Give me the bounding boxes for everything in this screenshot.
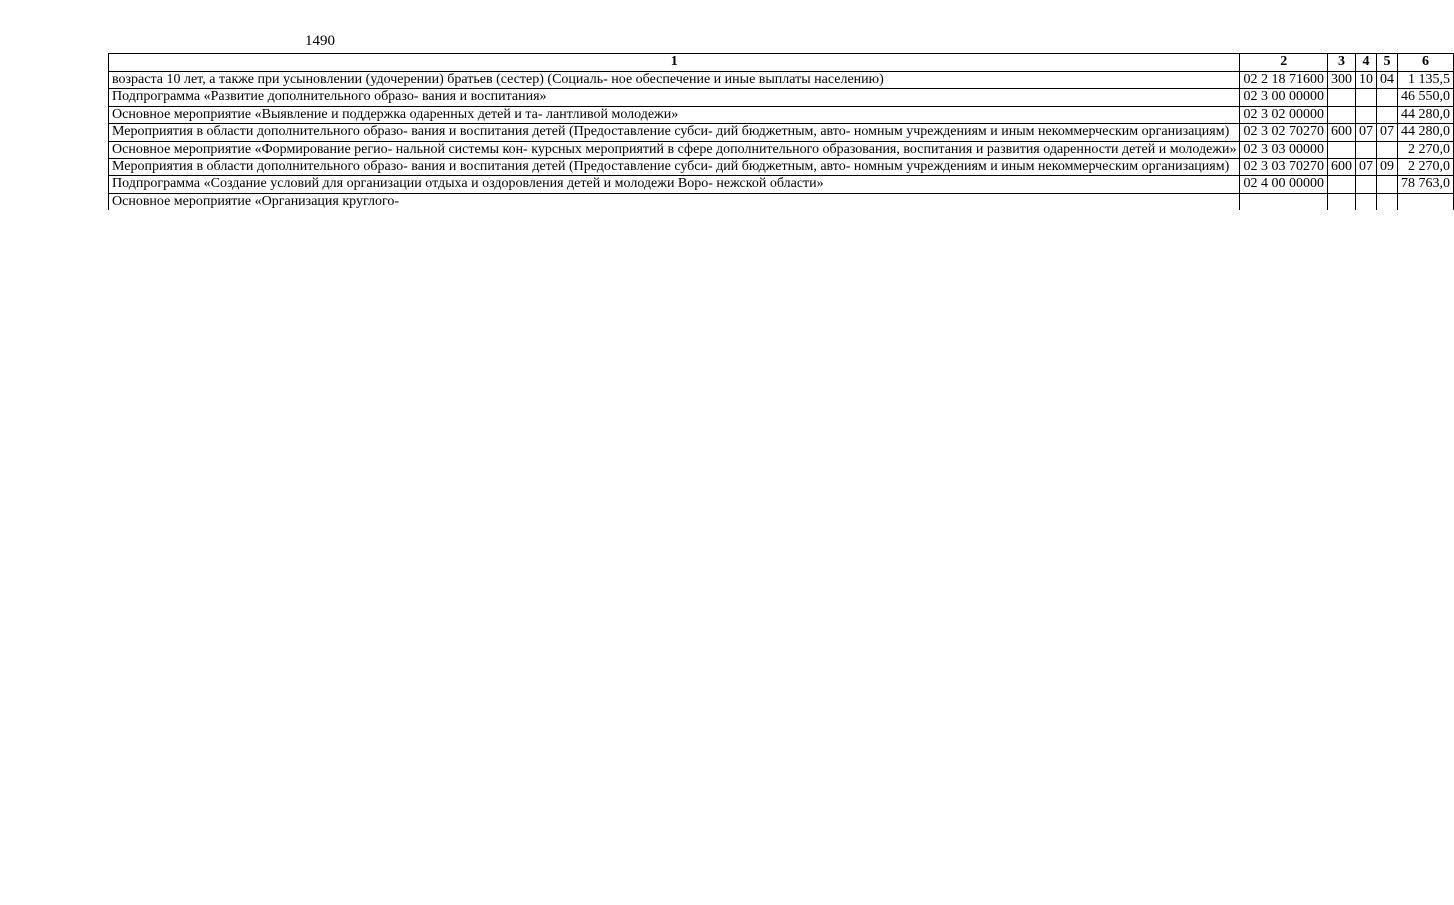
table-row [109, 193, 1454, 210]
row-vr: 300 [1327, 72, 1355, 89]
row-sum: 44 280,0 [1397, 124, 1453, 141]
row-sum: 1 135,5 [1397, 72, 1453, 89]
row-name: Подпрограмма «Развитие дополнительного образо- вания и воспитания» [109, 89, 1240, 106]
row-code: 02 3 00 00000 [1240, 89, 1328, 106]
row-rz [1355, 89, 1376, 106]
row-sum: 2 270,0 [1397, 141, 1453, 158]
budget-table [108, 53, 1454, 210]
row-rz: 07 [1355, 159, 1376, 176]
row-code [1240, 193, 1328, 210]
row-name: Основное мероприятие «Выявление и поддержка одаренных детей и та- лантливой молодежи» [109, 106, 1240, 123]
row-pr: 04 [1376, 72, 1397, 89]
col-header-rz: 4 [1355, 54, 1376, 72]
row-rz [1355, 176, 1376, 193]
row-code: 02 2 18 71600 [1240, 72, 1328, 89]
row-pr: 09 [1376, 159, 1397, 176]
row-rz: 07 [1355, 124, 1376, 141]
col-header-vr: 3 [1327, 54, 1355, 72]
table-row [109, 141, 1454, 158]
row-pr [1376, 193, 1397, 210]
row-rz [1355, 106, 1376, 123]
table-row [109, 89, 1454, 106]
table-row [109, 72, 1454, 89]
row-code: 02 3 02 00000 [1240, 106, 1328, 123]
row-name: Мероприятия в области дополнительного образо- вания и воспитания детей (Предоставление субси- дий бюджетным, авто- номным учреждениям и иным некоммерческим организациям) [109, 159, 1240, 176]
row-code: 02 3 02 70270 [1240, 124, 1328, 141]
table-row [109, 124, 1454, 141]
row-vr [1327, 89, 1355, 106]
row-code: 02 3 03 70270 [1240, 159, 1328, 176]
row-vr [1327, 176, 1355, 193]
row-sum: 78 763,0 [1397, 176, 1453, 193]
row-name: возраста 10 лет, а также при усыновлении (удочерении) братьев (сестер) (Социаль- ное обеспечение и иные выплаты населению) [109, 72, 1240, 89]
row-pr [1376, 141, 1397, 158]
row-pr [1376, 89, 1397, 106]
row-vr: 600 [1327, 124, 1355, 141]
row-vr [1327, 106, 1355, 123]
table-row [109, 159, 1454, 176]
row-rz [1355, 193, 1376, 210]
row-name: Основное мероприятие «Формирование регио- нальной системы кон- курсных мероприятий в сфере дополнительного образования, воспитания и развития одаренности детей и молодежи» [109, 141, 1240, 158]
row-sum: 2 270,0 [1397, 159, 1453, 176]
row-name: Основное мероприятие «Организация круглого- [109, 193, 1240, 210]
table-row [109, 106, 1454, 123]
row-sum: 46 550,0 [1397, 89, 1453, 106]
row-pr: 07 [1376, 124, 1397, 141]
row-code: 02 3 03 00000 [1240, 141, 1328, 158]
row-vr: 600 [1327, 159, 1355, 176]
table-row [109, 176, 1454, 193]
row-rz: 10 [1355, 72, 1376, 89]
row-code: 02 4 00 00000 [1240, 176, 1328, 193]
col-header-code: 2 [1240, 54, 1328, 72]
col-header-name: 1 [109, 54, 1240, 72]
row-vr [1327, 141, 1355, 158]
row-vr [1327, 193, 1355, 210]
row-pr [1376, 176, 1397, 193]
row-name: Подпрограмма «Создание условий для организации отдыха и оздоровления детей и молодежи Воро- нежской области» [109, 176, 1240, 193]
row-sum [1397, 193, 1453, 210]
page-number: 1490 [305, 33, 335, 49]
col-header-sum: 6 [1397, 54, 1453, 72]
header-row [109, 54, 1454, 72]
row-rz [1355, 141, 1376, 158]
row-pr [1376, 106, 1397, 123]
row-sum: 44 280,0 [1397, 106, 1453, 123]
col-header-pr: 5 [1376, 54, 1397, 72]
row-name: Мероприятия в области дополнительного образо- вания и воспитания детей (Предоставление субси- дий бюджетным, авто- номным учреждениям и иным некоммерческим организациям) [109, 124, 1240, 141]
